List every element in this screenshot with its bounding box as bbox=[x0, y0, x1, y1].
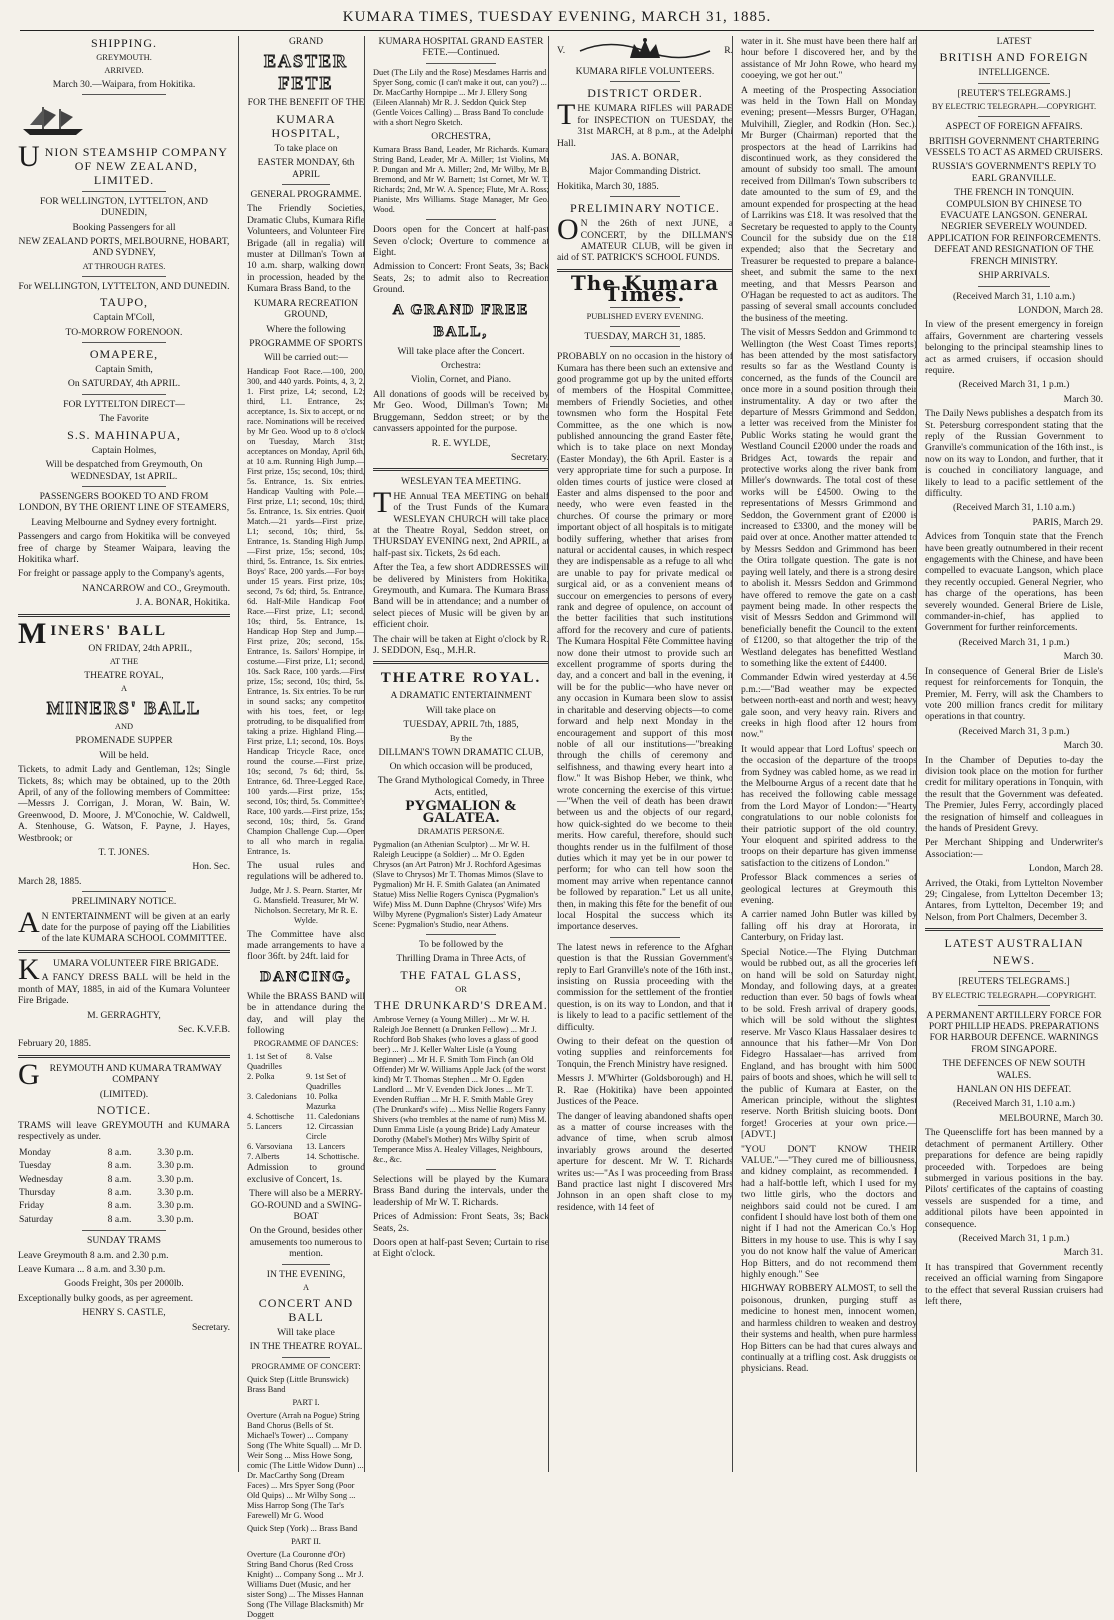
telegram-3: Advices from Tonquin state that the French have been greatly outnumbered in their recent engagements with the Chinese, and have been compelled to evacuate Langson, which place they recently occupied. General Negrier, who has charge of the operations, has been severely wounded. General Briere de Lisle, commander-in-chief, has applied to Government for further reinforcements. bbox=[925, 531, 1103, 634]
per-merchant: Per Merchant Shipping and Underwriter's Association:— bbox=[925, 837, 1103, 860]
bonar-date: Hokitika, March 30, 1885. bbox=[557, 180, 659, 192]
grand-label: GRAND bbox=[288, 36, 324, 47]
programme-sports: PROGRAMME OF SPORTS bbox=[249, 337, 363, 349]
theatre-date: TUESDAY, APRIL 7th, 1885, bbox=[403, 719, 519, 731]
aus-text-2: It has transpired that Government recently received an official warning from Singapore to the effect that several Russian cruisers had left there, bbox=[925, 1261, 1103, 1307]
fire-text: A FANCY DRESS BALL will be held in the month of MAY, 1885, in aid of the Kumara Volunteer Fire Brigade. bbox=[18, 972, 230, 1007]
tram-am: 8 a.m. bbox=[107, 1186, 132, 1198]
fatal-glass: THE FATAL GLASS, bbox=[400, 967, 522, 982]
table-row bbox=[18, 1159, 230, 1172]
rifle-volunteers: KUMARA RIFLE VOLUNTEERS. bbox=[575, 66, 715, 77]
telegram-5: In the Chamber of Deputies to-day the division took place on the motion for further credit for military operations in Tonquin, with the result that the Government was defeated. The Premier, Jules Ferry, accordingly placed the resignation of himself and colleagues in the hands of President Grevy. bbox=[925, 754, 1103, 834]
divider bbox=[373, 468, 549, 471]
wylde-secretary: Secretary. bbox=[511, 451, 549, 463]
recreation-ground: KUMARA RECREATION GROUND, bbox=[253, 297, 359, 321]
aus-received-1: (Received March 31, 1.10 a.m.) bbox=[952, 1098, 1075, 1110]
dance-item: 1. 1st Set of Quadrilles bbox=[247, 1052, 288, 1072]
cargo-text: Passengers and cargo from Hokitika will be conveyed free of charge by Steamer Waipara, leaving the Hokitika wharf. bbox=[18, 531, 230, 565]
despatch-line: Will be despatched from Greymouth, On WEDNESDAY, 1st APRIL. bbox=[45, 459, 203, 482]
floor-line: The Committee have also made arrangements to have a floor 36ft. by 24ft. laid for bbox=[247, 928, 365, 963]
district-order: DISTRICT ORDER. bbox=[587, 86, 703, 101]
table-row bbox=[18, 1146, 230, 1159]
received-5: (Received March 31, 3 p.m.) bbox=[958, 725, 1070, 737]
column-1 bbox=[18, 36, 230, 1472]
fire-date: February 20, 1885. bbox=[18, 1038, 92, 1050]
rules-line: The usual rules and regulations will be adhered to. bbox=[247, 859, 365, 883]
miners-a: A bbox=[120, 684, 128, 694]
telegram-4: In consequence of General Brier de Lisle's request for reinforcements for Tonquin, the Premier, M. Ferry, will ask the Chambers to vote 200 million francs credit for military operations in that country. bbox=[925, 665, 1103, 723]
cast-1: Pygmalion (an Athenian Sculptor) ... Mr W. H. Raleigh Leucippe (a Soldier) ... Mr O. Egden Chrysos (an Art Patron) Mr J. Rochford Agesimas (Slave to Chrysos) Mr T. Thomas Mimos (Slave to Pygmalion) Mr H. F. Smith Galatea (an Animated Statue) Miss Nellie Rogers Cynisca (Pygmalion's Wife) Miss M. Dunn Daphne (Chrysos' Wife) Mrs Wilby Myrene (Pygmalion's Sister) Lady Amateur Scene: Pygmalion's Studio, near Athens. bbox=[373, 840, 544, 930]
divider bbox=[82, 191, 167, 192]
followed-by: To be followed by the bbox=[418, 939, 504, 951]
table-row bbox=[18, 1213, 230, 1226]
divider bbox=[610, 937, 680, 938]
electric-telegraph-2: BY ELECTRIC TELEGRAPH.—COPYRIGHT. bbox=[931, 990, 1097, 1000]
divider bbox=[82, 486, 167, 487]
miners-ball-heading: MINERS' BALL bbox=[18, 616, 167, 650]
column-3 bbox=[364, 36, 549, 1472]
divider bbox=[610, 307, 680, 308]
dance-item: 2. Polka bbox=[247, 1072, 275, 1082]
cast-2: Ambrose Verney (a Young Miller) ... Mr W. H. Raleigh Joe Bennett (a Drunken Fellow) ... Mr J. Rochford Bob Shakes (who loves a glass of good beer) ... Mr J. Keller Walter Lisle (a Young Beginner) ... Mr H. F. Smith Tom Finch (an Old Offender) Mr W. Williams Apple Jack (of the worst kind) Mr T. Thomas Stephen ... Mr O. Egden Landlord ... Mr V. Evenden Dick Jones ... Mr T. Evenden Ruffian ... Mr H. F. Smith Mable Grey (The Drunkard's wife) ... Miss Nellie Rogers Fanny Shivers (who trembles at the name of rum) Miss M. Dunn Emma Lisle (a young Bride) Lady Amateur Dorothy (Mabel's Mother) Mrs Wilby Spirit of Temperance Miss A. Healey Villages, Neighbours, &c., &c. bbox=[373, 1014, 547, 1164]
british-foreign: BRITISH AND FOREIGN bbox=[939, 50, 1089, 65]
orchestra-2: Orchestra: bbox=[441, 360, 481, 372]
tram-day: Friday bbox=[19, 1200, 45, 1212]
notice-heading: NOTICE. bbox=[97, 1102, 151, 1117]
fire-sec: Sec. K.V.F.B. bbox=[178, 1023, 230, 1035]
aus-place-2: March 31. bbox=[1063, 1247, 1103, 1259]
free-ball-banner: A GRAND FREE BALL, bbox=[392, 301, 530, 340]
freight-text: For freight or passage apply to the Company's agents, bbox=[18, 568, 225, 580]
officials: Judge, Mr J. S. Pearn. Starter, Mr G. Mansfield. Treasurer, Mr W. Nicholson. Secretary, Mr R. E. Wylde. bbox=[249, 885, 362, 925]
tram-am: 8 a.m. bbox=[107, 1213, 132, 1225]
miners-and: AND bbox=[114, 722, 134, 732]
wesleyan-heading: WESLEYAN TEA MEETING. bbox=[401, 476, 521, 488]
reuters-telegrams-2: [REUTERS TELEGRAMS.] bbox=[958, 976, 1070, 988]
news-p9: "YOU DON'T KNOW THEIR VALUE."—"They cured me of billiousness, and kidney complaint, as recommended. I had a half-bottle left, which I used for my two little girls, who the doctors and neighbors said could not be cured. I am confident I should have lost both of them one night if I had not the American Co.'s Hop Bitters in my house to use. This is why I say you do not know half the value of American Hop Bitters, and do not recommend them highly enough." See bbox=[741, 1143, 917, 1281]
miners-date2: March 28, 1885. bbox=[18, 875, 82, 887]
agents-1: NANCARROW and CO., Greymouth. bbox=[82, 582, 230, 594]
sunday-trams: SUNDAY TRAMS bbox=[86, 1235, 162, 1247]
selections: Selections will be played by the Kumara Brass Band during the intervals, under the leadership of Mr W. T. Richards. bbox=[373, 1173, 549, 1208]
usc-booking: Booking Passengers for all bbox=[72, 221, 176, 233]
comedy-line: The Grand Mythological Comedy, in Three Acts, entitled, bbox=[377, 775, 545, 798]
sailing-ship-icon bbox=[18, 103, 88, 137]
tram-day: Tuesday bbox=[19, 1160, 52, 1172]
instruments: Violin, Cornet, and Piano. bbox=[410, 374, 512, 386]
ship-taupo: TAUPO, bbox=[99, 295, 149, 310]
dance-item: 13. Lancers bbox=[306, 1142, 346, 1152]
tram-pm: 3.30 p.m. bbox=[157, 1186, 194, 1198]
doors-open: Doors open for the Concert at half-past Seven o'clock; Overture to commence at Eight. bbox=[373, 224, 549, 259]
intelligence: INTELLIGENCE. bbox=[978, 67, 1050, 79]
tram-pm: 3.30 p.m. bbox=[157, 1213, 194, 1225]
usc-rates: AT THROUGH RATES. bbox=[82, 261, 166, 271]
miners-text: Tickets, to admit Lady and Gentleman, 12s; Single Tickets, 8s; which may be obtained, up to the 20th April, of any of the following members of Committee:—Messrs J. Corrigan, J. Moran, W. Bain, W. Greenwood, D. Moore, J. M'Conochie, W. Caldwell, A. Stenhouse, G. Watson, F. Payne, J. Hayes, Westbrook; or bbox=[18, 764, 230, 844]
editorial-p4: Messrs J. M'Whirter (Goldsborough) and H. R. Rae (Hokitika) have been appointed Justices of the Peace. bbox=[557, 1073, 733, 1108]
dance-item: 4. Schottische bbox=[247, 1112, 294, 1122]
divider bbox=[282, 184, 329, 185]
news-p6: Professor Black commences a series of geological lectures at Greymouth this evening. bbox=[741, 872, 917, 907]
dance-item: 11. Caledonians bbox=[306, 1112, 360, 1122]
thrilling-drama: Thrilling Drama in Three Acts, of bbox=[396, 953, 526, 965]
dance-list bbox=[247, 1052, 365, 1162]
headline: SHIP ARRIVALS. bbox=[978, 270, 1050, 282]
tram-day: Thursday bbox=[19, 1186, 56, 1198]
merry-go-round: There will also be a MERRY-GO-ROUND and a SWING-BOAT bbox=[249, 1188, 363, 1222]
telegram-1: In view of the present emergency in foreign affairs, Government are chartering vessels belonging to the principal steamship lines to act as armed cruisers, if occasion should require. bbox=[925, 319, 1103, 376]
divider bbox=[426, 1169, 496, 1170]
part-1-items: Overture (Arrah na Pogue) String Band Chorus (Bells of St. Michael's Tower) ... Company Song (The White Squall) ... Mr D. Weir Song ... Miss Howe Song, comic (The Little Widow Dunn) ... Dr. MacCarthy Song (Dream Faces) ... Mrs Spyer Song (Poor Old Quips) ... Mr Wilby Song ... Miss Harrop Song (The Tar's Farewell) Mr G. Wood bbox=[247, 1410, 364, 1520]
aus-text-1: The Queenscliffe fort has been manned by a detachment of permanent Artillery. Other preparations for defence are being rapidly proceeded with. Torpedoes are being submerged in various positions in the bay. Pilots' certificates of the captains of coasting vessels are suspended for a time, and additional pilots have been appointed in consequence. bbox=[925, 1127, 1103, 1230]
tram-pm: 3.30 p.m. bbox=[157, 1200, 194, 1212]
fete-date: EASTER MONDAY, 6th APRIL bbox=[257, 157, 355, 180]
dancing-banner: DANCING, bbox=[260, 968, 352, 985]
leaving-line: Leaving Melbourne and Sydney every fortnight. bbox=[31, 516, 217, 528]
carried-out: Will be carried out:— bbox=[263, 352, 349, 364]
ship-omapere: OMAPERE, bbox=[89, 347, 159, 362]
ship-mahinapua: S.S. MAHINAPUA, bbox=[67, 427, 181, 442]
divider bbox=[82, 94, 167, 95]
fire-brigade-heading: KUMARA VOLUNTEER FIRE BRIGADE. bbox=[18, 952, 219, 986]
bonar-signature: JAS. A. BONAR, bbox=[611, 152, 679, 164]
or-label: OR bbox=[455, 984, 467, 994]
omapere-captain: Captain Smith, bbox=[95, 364, 153, 376]
received-3: (Received March 31, 1.10 a.m.) bbox=[952, 502, 1075, 514]
divider bbox=[18, 1055, 230, 1058]
usc-for: FOR WELLINGTON, LYTTELTON, AND DUNEDIN, bbox=[40, 195, 208, 219]
miners-ball-banner: MINERS' BALL bbox=[46, 698, 202, 719]
dance-item: 14. Schottische. bbox=[306, 1152, 360, 1162]
a-label: A bbox=[302, 1283, 310, 1293]
divider bbox=[978, 286, 1049, 287]
wesleyan-text-2: After the Tea, a few short ADDRESSES will be delivered by Ministers from Hokitika, Greymouth, and Kumara. The Kumara Brass Band will be in attendance; and a number of select pieces of Music will be given by an efficient choir. bbox=[373, 562, 549, 631]
divider bbox=[978, 116, 1049, 117]
prelim-notice-1: PRELIMINARY NOTICE. bbox=[71, 896, 177, 908]
editorial-p5: The danger of leaving abandoned shafts open as a matter of course increases with the advance of time, when scrub almost invariably grows around the deserted aperture for descent. Mr W. T. Richards writes us:—"As I was proceeding from Brass Band practice last night I discovered Mrs Johnson in an open shaft close to my residence, with 14 feet of bbox=[557, 1110, 733, 1213]
general-programme-text: The Friendly Societies, Dramatic Clubs, Kumara Rifle Volunteers, and Volunteer Fire Brigade (all in regalia) will muster at Dillman's Town at 10 a.m. sharp, walking down in procession, headed by the Kumara Brass Band, to the bbox=[247, 203, 365, 295]
in-the-evening: IN THE EVENING, bbox=[266, 1268, 346, 1280]
place-3: PARIS, March 29. bbox=[1032, 516, 1103, 528]
theatre-royal-heading: THEATRE ROYAL. bbox=[380, 670, 542, 687]
prelim-notice-2: PRELIMINARY NOTICE. bbox=[570, 201, 720, 216]
dancing-text: While the BRASS BAND will be in attendance during the day, and will play the following bbox=[247, 990, 365, 1036]
published-line: PUBLISHED EVERY EVENING. bbox=[586, 311, 704, 321]
dance-item: 7. Alberts bbox=[247, 1152, 280, 1162]
wesleyan-text: THE Annual TEA MEETING on behalf of the Trust Funds of the Kumara WESLEYAN CHURCH will take place at the Theatre Royal, Seddon street, on THURSDAY EVENING next, 2nd APRIL, at half-past six. Tickets, 2s 6d each. bbox=[373, 485, 549, 559]
news-p2: A meeting of the Prospecting Association was held in the Town Hall on Monday evening; present—Messrs Burger, O'Hagan, Mulvihill, Ziegler, and Rodkin (Hon. Sec.). Mr Burger (Chairman) reported that the prospectors at the head of Larrikins had discontinued work, as they considered the amount of subsidy too small. The amount received from Dillman's Town subscribers to date amounted to the sum of £9, and the amount expended for prospecting at the head of Larrikins was £18. It was resolved that the Secretary be requested to apply to the County Council for the subsidy due on the £18 expended; also that the Secretary and Treasurer be requested to prepare a balance-sheet, and submit the same to the next meeting, and that Messrs Pearson and O'Hagan be requested to act as auditors. The passing of several small accounts concluded the business of the meeting. bbox=[741, 84, 917, 324]
sunday-1: Leave Greymouth 8 a.m. and 2.30 p.m. bbox=[18, 1249, 169, 1261]
shipping-title: SHIPPING. bbox=[90, 36, 157, 50]
dance-item: 6. Varsoviana bbox=[247, 1142, 293, 1152]
benefit-line: FOR THE BENEFIT OF THE bbox=[247, 97, 365, 109]
prelim-notice-1-text: AN ENTERTAINMENT will be given at an early date for the purpose of paying off the Liabilities of the late KUMARA SCHOOL COMMITTEE. bbox=[18, 905, 230, 945]
place-1: LONDON, March 28. bbox=[1018, 304, 1103, 316]
tram-day: Monday bbox=[19, 1146, 51, 1158]
mahinapua-captain: Captain Holmes, bbox=[91, 444, 157, 456]
divider bbox=[82, 394, 167, 395]
divider bbox=[426, 934, 496, 935]
editorial-p1: PROBABLY on no occasion in the history of Kumara has there been such an extensive and good programme got up by the united efforts of members of the Hospital Committee, members of Friendly Societies, and other townsmen who form the Hospital Fete Committee, as the one which is now published announcing the grand Easter fête, which is to take place on next Monday (Easter Monday), the 6th April. Easter is a very appropriate time for such a purpose. In olden times courts of justice were closed at Easter and alms dispensed to the poor and needy, who were even feasted in the churches. Of course the primary or more important object of all hospitals is to mitigate bodily suffering, whether that arises from natural or accidental causes, in which respect they are indispensable as a refuge to all who are unable to pay for private medical or surgical aid, or as a convenient means of succour on emergencies to persons of every rank and degree of opulence, on account of the better facilities that such institutions afford for the recovery and cure of patients. The Kumara Hospital Fête Committee having now done their utmost to provide such an excellent programme of sports during the day, and a concert and ball in the evening, it will be for the public—who have never on any occasion in Kumara been slow to assist in charitable and deserving objects—to come forward and help next Monday in the encouragement and support of this most noble of all our institutions—"breaking through the chills of ceremony and selfishness, and thawing every heart into a flow." It was Bishop Heber, we think, who wrote concerning the exercise of this virtue:—"When the veil of death has been drawn between us and the objects of our regard, how quick-sighted do we become to their merits. How careful, therefore, should such thoughts render us in the fulfilment of those duties which it may yet be in our power to perform; for who can tell how soon the moment may arrive when repentance cannot be followed by reparation." Let us all unite, then, in making this fête for the benefit of our local Hospital the success which its importance deserves. bbox=[557, 351, 733, 933]
dance-item: 3. Caledonians bbox=[247, 1092, 297, 1102]
agents-2: J. A. BONAR, Hokitika. bbox=[135, 597, 230, 609]
tram-pm: 3.30 p.m. bbox=[157, 1173, 194, 1185]
editorial-p3: Owing to their defeat on the question of voting supplies and reinforcements for Tonquin, the French Ministry have resigned. bbox=[557, 1036, 733, 1070]
bonar-title: Major Commanding District. bbox=[589, 166, 701, 178]
quick-step-2: Quick Step (York) ... Brass Band bbox=[247, 1523, 358, 1533]
divider bbox=[18, 950, 230, 953]
after-concert: Will take place after the Concert. bbox=[397, 345, 525, 357]
divider bbox=[282, 1264, 329, 1265]
hospital-title: KUMARA HOSPITAL, bbox=[271, 111, 341, 140]
divider bbox=[426, 63, 496, 64]
divider bbox=[82, 1230, 167, 1231]
news-p8: Special Notice.—The Flying Dutchman would be rubbed out, as all the groceries left on hand will be sold on Saturday night, Monday, and following days, at a greater reduction than ever. 50 bags of fowls wheat to be sold. Fresh arrival of drapery goods, which will be sold without the slightest reserve. Mr Vasco Klaus Hassalaer desires to announce that his father—Mr Von Don Fidegro Hassalaer—has arrived from England, and has brought with him 5000 pairs of boots and shoes, which he will sell to the public of Kumara at Easter, on the American principle, without the slightest reserve. North British sluicing boots. Dont forget! Groceries at your own price.—[ADVT.] bbox=[741, 946, 917, 1141]
divider bbox=[18, 614, 230, 617]
donations: All donations of goods will be received by Mr Geo. Wood, Dillman's Town; Mr Bruggemann, Seddon street; or by the canvassers appointed for the purpose. bbox=[373, 388, 549, 435]
usc-ports: NEW ZEALAND PORTS, MELBOURNE, HOBART, AND SYDNEY, bbox=[18, 236, 230, 259]
bulky-goods: Exceptionally bulky goods, as per agreement. bbox=[18, 1292, 194, 1304]
pygmalion-title: PYGMALION & GALATEA. bbox=[405, 798, 517, 826]
place-5: March 30. bbox=[1063, 740, 1103, 752]
received-1: (Received March 31, 1.10 a.m.) bbox=[952, 290, 1075, 302]
miners-at: AT THE bbox=[109, 656, 139, 666]
dramatic-entertainment: A DRAMATIC ENTERTAINMENT bbox=[390, 690, 532, 702]
concert-place: Will take place bbox=[277, 1327, 335, 1339]
headline: THE FRENCH IN TONQUIN. COMPULSION BY CHINESE TO EVACUATE LANGSON. GENERAL NEGRIER SEVERELY WOUNDED. APPLICATION FOR REINFORCEMENTS. DEFEAT AND RESIGNATION OF THE FRENCH MINISTRY. bbox=[927, 187, 1101, 267]
table-row bbox=[18, 1173, 230, 1186]
headline: RUSSIA'S GOVERNMENT'S REPLY TO EARL GRANVILLE. bbox=[931, 161, 1097, 184]
divider bbox=[82, 891, 167, 892]
admission-concert: Admission to Concert: Front Seats, 3s; Back Seats, 2s; to admit also to Recreation Ground. bbox=[373, 261, 549, 296]
divider bbox=[978, 83, 1049, 84]
divider bbox=[978, 971, 1049, 972]
concert-continued: Duet (The Lily and the Rose) Mesdames Harris and Spyer Song, comic (I can't make it out, can you?) ... Dr. MacCarthy Hornpipe ... Mr J. Ellery Song (Eileen Alannah) Mr R. J. Seddon Quick Step (Gentle Voices Calling) ... Brass Band To conclude with a short Negro Sketch. bbox=[373, 67, 547, 127]
news-p3: The visit of Messrs Seddon and Grimmond to Wellington (the West Coast Times reports) has been attended by the most satisfactory results so far as the Westland County is concerned, as the funds of the Council are once more in a sound position through their instrumentality. A day or two after the departure of Messrs Grimmond and Seddon, a letter was received from the Minister for Public Works stating he would grant the Westland Council £2000 under the roads and Bridges Act, towards the repair and protective works along the river bank from Miller's downwards. The total cost of these works will be £4500. Owing to the representations of Messrs Grimmond and Seddon, the Government grant of £2000 is increased to £3300, and the money will be paid over at once. Another matter attended to by Messrs Seddon and Grimmond has been the Otira tollgate question. The gate is not paying well lately, and there is a strong desire to abolish it. Messrs Seddon and Grimmond have offered to remove the gate on a cash payment being made. In other respects the visit of Messrs Seddon and Grimmond will beneficially benefit the Council to the extent of £1200, so that altogether the trip of the Westland delegates has benefitted Westland to something like the extent of £4400. bbox=[741, 327, 917, 669]
editorial-date: TUESDAY, MARCH 31, 1885. bbox=[584, 330, 706, 342]
castle-signature: HENRY S. CASTLE, bbox=[82, 1307, 166, 1319]
place-line: To take place on bbox=[274, 142, 338, 154]
table-row bbox=[18, 1199, 230, 1212]
tram-am: 8 a.m. bbox=[107, 1173, 132, 1185]
easter-fete-banner: EASTER FETE bbox=[263, 51, 349, 94]
orchestra-text: Kumara Brass Band, Leader, Mr Richards. Kumara String Band, Leader, Mr A. Miller; 1st Violins, Mr P. Dungan and Mr A. Miller; 2nd, Mr Wilby, Mr B. Bremond, and Mr W. Barnett; 1st Cornet, Mr W. T. Richards; 2nd, Mr W. A. Spence; Flute, Mr A. Ross; Pianiste, Mrs Williams. Stage Manager, Mr Geo. Wood. bbox=[373, 145, 549, 215]
tram-am: 8 a.m. bbox=[107, 1200, 132, 1212]
r-letter: R. bbox=[724, 45, 733, 57]
goods-freight: Goods Freight, 30s per 2000lb. bbox=[64, 1278, 184, 1290]
tramway-heading: GREYMOUTH AND KUMARA TRAMWAY COMPANY bbox=[18, 1057, 223, 1091]
divider bbox=[282, 1357, 329, 1358]
news-label: NEWS. bbox=[993, 953, 1035, 968]
union-steamship-heading: UNION STEAMSHIP COMPANY OF NEW ZEALAND, LIMITED. bbox=[18, 139, 228, 187]
drunkards-dream: THE DRUNKARD'S DREAM. bbox=[374, 997, 548, 1012]
aus-place-1: MELBOURNE, March 30. bbox=[999, 1112, 1103, 1124]
kumara-times-flag: The Kumara Times. bbox=[570, 270, 720, 307]
prices: Prices of Admission: Front Seats, 3s; Back Seats, 2s. bbox=[373, 1211, 549, 1234]
arrival-line: March 30.—Waipara, from Hokitika. bbox=[52, 79, 196, 90]
tram-day: Wednesday bbox=[19, 1173, 63, 1185]
news-p5: It would appear that Lord Loftus' speech on the occasion of the departure of the troops from Sydney was cabled home, as we read in the Melbourne Argus of a recent date that he has received the following cable message from the Lord Mayor of London:—"Hearty congratulations to our noble colonists for their patriotic support of the old country. Your eloquent and spirited address to the troops on their departure has given immense satisfaction to the citizens of London." bbox=[741, 743, 917, 869]
miners-held: Will be held. bbox=[99, 749, 149, 761]
divider bbox=[610, 81, 680, 82]
sunday-2: Leave Kumara ... 8 a.m. and 3.30 p.m. bbox=[18, 1264, 166, 1275]
divider bbox=[978, 1005, 1049, 1006]
wylde-signature: R. E. WYLDE, bbox=[431, 437, 491, 449]
miners-sec: Hon. Sec. bbox=[192, 861, 230, 873]
hospital-continued: KUMARA HOSPITAL GRAND EASTER FETE.—Continued. bbox=[378, 36, 544, 59]
part-2: PART II. bbox=[291, 1536, 321, 1546]
divider bbox=[82, 342, 167, 343]
lyttelton-direct: FOR LYTTELTON DIRECT— bbox=[63, 398, 185, 410]
admission-line: Admission to ground exclusive of Concert, 1s. bbox=[247, 1162, 365, 1185]
latest-australian: LATEST AUSTRALIAN bbox=[944, 936, 1084, 951]
ship-place: London, March 28. bbox=[1028, 863, 1103, 875]
wesleyan-text-3: The chair will be taken at Eight o'clock by R. J. SEDDON, Esq., M.H.R. bbox=[373, 633, 549, 656]
omapere-when: On SATURDAY, 4th APRIL. bbox=[67, 378, 181, 390]
sports-list: Handicap Foot Race.—100, 200, 300, and 440 yards. Points, 4, 3, 2, 1. First prize, L4; second, L2; third, L1. Entrance, 2s; acceptance, 1s. Six to accept, or no race. Nominations will be received by Mr Geo. Wood up to 8 o'clock on Tuesday, March 31st; acceptances on Monday, April 6th, at 10 a.m. Running High Jump.—First prize, 15s; second, 10s; third, 5s. Entrance, 1s. Six entries. Handicap Vaulting with Pole.—First prize, L1; second, 10s; third, 5s. Entrance, 1s. Six entries. Quoit Match.—21 yards—First prize, L1; second, 10s; third, 5s. Entrance, 1s. Standing High Jump.—First prize, 15s; second, 10s; third, 5s. Entrance, 1s. Six entries. Boys' Race, 200 yards.—For boys under 15 years. First prize, 10s; second, 7s 6d; third, 5s. Entrance, 6d. Half-Mile Handicap Foot Race.—First prize, L1; second, 10s; third, 5s. Entrance, 1s. Handicap Hop Step and Jump.—First prize, 20s; second, 15s. Entrance, 1s. Sailors' Hornpipe, in costume.—First prize, L1; second, 10s. Sack Race, 100 yards.—First prize, 15s; second, 10s; third, 5s. Entrance, 1s. Six entries. To be run in sound sacks; any competitor with his toes, feet, or legs protruding, to be disqualified from taking a prize. Highland Fling.—First prize, L1; second, 10s. Boys' Handicap Tricycle Race, once round the course.—First prize, 10s; second, 7s 6d; third, 5s. Entrance, 6d. Three-Legged Race, 100 yards.—First prize, 15s; second, 10s; third, 5s. Committee's Race, 100 yards.—First prize, 15s; second, 10s; third, 5s. Grand Champion Challenge Cup.—Open to all who march in regalia. Entrance, 1s. bbox=[247, 366, 365, 856]
tram-day: Saturday bbox=[19, 1213, 54, 1225]
editorial-p2: The latest news in reference to the Afghan question is that the Russian Government's reply to Earl Granville's note of the 16th inst., insisting on Russia proceeding with the commission for the settlement of the frontier question, is on its way to London, and that it is likely to lead to a pacific settlement of the difficulty. bbox=[557, 941, 733, 1033]
passengers-booked: PASSENGERS BOOKED TO AND FROM LONDON, BY THE ORIENT LINE OF STEAMERS, bbox=[18, 490, 230, 514]
divider bbox=[610, 196, 680, 197]
produced-line: On which occasion will be produced, bbox=[389, 761, 533, 773]
miners-date: ON FRIDAY, 24th APRIL, bbox=[88, 642, 193, 654]
aus-received-2: (Received March 31, 1 p.m.) bbox=[958, 1232, 1070, 1244]
merry-go-round-2: On the Ground, besides other amusements too numerous to mention. bbox=[249, 1225, 363, 1260]
column-5 bbox=[732, 36, 917, 1472]
for-wellington: For WELLINGTON, LYTTELTON, AND DUNEDIN. bbox=[18, 280, 230, 292]
where-line: Where the following bbox=[266, 323, 346, 335]
vr-ornament-row bbox=[557, 36, 733, 66]
divider bbox=[610, 346, 680, 347]
latest-label: LATEST bbox=[996, 36, 1032, 47]
tram-pm: 3.30 p.m. bbox=[157, 1146, 194, 1158]
v-letter: V. bbox=[557, 45, 566, 57]
news-p1: water in it. She must have been there half an hour before I discovered her, and by the assistance of Mr John Rowe, who heard my cooeying, we got her out." bbox=[741, 36, 917, 82]
telegram-2: The Daily News publishes a despatch from its St. Petersburg correspondent stating that the reply of the Russian Government to Granville's communication of the 16th inst., is now on its way to London, and further, that it is couched in conciliatory language, and likely to lead to a pacific settlement of the difficulty. bbox=[925, 408, 1103, 499]
general-programme: GENERAL PROGRAMME. bbox=[250, 189, 362, 201]
programme-dances: PROGRAMME OF DANCES: bbox=[253, 1039, 359, 1049]
theatre-place: Will take place on bbox=[426, 704, 496, 716]
part-1: PART I. bbox=[292, 1397, 320, 1407]
miners-signature: T. T. JONES. bbox=[98, 847, 150, 859]
dance-item: 8. Valse bbox=[306, 1052, 333, 1062]
electric-telegraph: BY ELECTRIC TELEGRAPH.—COPYRIGHT. bbox=[931, 102, 1097, 112]
concert-venue: IN THE THEATRE ROYAL. bbox=[249, 1341, 363, 1353]
tram-timetable bbox=[18, 1146, 230, 1226]
miners-supper: PROMENADE SUPPER bbox=[75, 735, 173, 747]
dance-item: 5. Lancers bbox=[247, 1122, 282, 1132]
column-6 bbox=[916, 36, 1103, 1472]
concert-and-ball: CONCERT AND BALL bbox=[258, 1296, 354, 1325]
news-p4: Commander Edwin wired yesterday at 4.56 p.m.:—"Bad weather may be expected between north-east and north and west; heavy gale soon, and very heavy rain. Rivers and creeks in high flood after 12 hours from now." bbox=[741, 672, 917, 741]
dramatis-personae: DRAMATIS PERSONÆ. bbox=[417, 827, 505, 837]
divider bbox=[426, 219, 496, 220]
tram-am: 8 a.m. bbox=[107, 1160, 132, 1172]
fire-signature: M. GERRAGHTY, bbox=[87, 1009, 161, 1021]
headline: ASPECT OF FOREIGN AFFAIRS. bbox=[945, 121, 1083, 133]
tram-am: 8 a.m. bbox=[107, 1146, 132, 1158]
taupo-captain: Captain M'Coll, bbox=[93, 312, 155, 324]
dance-item: 9. 1st Set of Quadrilles bbox=[306, 1072, 347, 1092]
prelim-notice-2-text: ON the 26th of next JUNE, a CONCERT, by the DILLMAN'S AMATEUR CLUB, will be given in aid of ST. PATRICK'S SCHOOL FUNDS. bbox=[557, 213, 733, 264]
table-row bbox=[18, 1186, 230, 1199]
column-4 bbox=[548, 36, 733, 1472]
headline: BRITISH GOVERNMENT CHARTERING VESSELS TO ACT AS ARMED CRUISERS. bbox=[925, 135, 1103, 159]
aus-headline: HANLAN ON HIS DEFEAT. bbox=[956, 1084, 1072, 1096]
district-order-text: THE KUMARA RIFLES will PARADE for INSPECTION on TUESDAY, the 31st MARCH, at 8 p.m., at the Adelphi Hall. bbox=[557, 98, 733, 149]
arrived-label: ARRIVED. bbox=[104, 66, 144, 75]
place-2: March 30. bbox=[1063, 393, 1103, 405]
dance-item: 10. Polka Mazurka bbox=[306, 1092, 338, 1112]
port-name: GREYMOUTH. bbox=[96, 53, 152, 62]
programme-concert: PROGRAMME OF CONCERT: bbox=[251, 1361, 361, 1371]
divider bbox=[82, 276, 167, 277]
masthead: KUMARA TIMES, TUESDAY EVENING, MARCH 31, 1885. bbox=[20, 4, 1094, 31]
dramatic-club: DILLMAN'S TOWN DRAMATIC CLUB, bbox=[378, 746, 544, 758]
news-p7: A carrier named John Butler was killed by falling off his dray at Hororata, in Canterbury, on Friday last. bbox=[741, 909, 917, 944]
tram-pm: 3.30 p.m. bbox=[157, 1160, 194, 1172]
theatre-doors: Doors open at half-past Seven; Curtain to rise at Eight o'clock. bbox=[373, 1236, 549, 1260]
aus-headline: THE DEFENCES OF NEW SOUTH WALES. bbox=[942, 1058, 1086, 1081]
place-4: March 30. bbox=[1063, 651, 1103, 663]
part-2-items: Overture (La Couronne d'Or) String Band Chorus (Red Cross Knight) ... Company Song ... Mr J. Williams Duet (Music, and her sister Song) ... The Misses Hannan Song (The Village Blacksmith) Mr Doggett bbox=[247, 1549, 364, 1619]
taupo-when: TO-MORROW FORENOON. bbox=[65, 326, 183, 338]
crown-ornament-icon bbox=[570, 36, 720, 66]
trams-leave: TRAMS will leave GREYMOUTH and KUMARA respectively as under. bbox=[18, 1119, 230, 1143]
castle-secretary: Secretary. bbox=[192, 1321, 230, 1333]
received-4: (Received March 31, 1 p.m.) bbox=[958, 636, 1070, 648]
divider bbox=[610, 326, 680, 327]
received-2: (Received March 31, 1 p.m.) bbox=[958, 379, 1070, 391]
favorite-label: The Favorite bbox=[99, 413, 149, 425]
tramway-limited: (LIMITED). bbox=[99, 1088, 149, 1100]
by-the: By the bbox=[449, 733, 473, 743]
dance-item: 12. Circassian Circle bbox=[306, 1122, 354, 1142]
quick-step-1: Quick Step (Little Brunswick) Brass Band bbox=[247, 1374, 349, 1394]
news-p10: HIGHWAY ROBBERY ALMOST, to sell the poisonous, drunken, purging stuff as medicine to honest men, innocent women, and harmless children to weaken and destroy their systems and health, when pure harmless Hop Bitters can be had that cures always and continually at a trifling cost. Ask druggists or physicians. Read. bbox=[741, 1283, 917, 1375]
divider bbox=[925, 928, 1103, 931]
divider bbox=[373, 661, 549, 664]
orchestra-heading: ORCHESTRA, bbox=[431, 130, 491, 142]
column-2 bbox=[238, 36, 365, 1619]
reuters-telegrams: [REUTER'S TELEGRAMS.] bbox=[957, 87, 1071, 99]
miners-venue: THEATRE ROYAL, bbox=[84, 669, 164, 681]
aus-headline: A PERMANENT ARTILLERY FORCE FOR PORT PHILLIP HEADS. PREPARATIONS FOR HARBOUR DEFENCE. WARNINGS FROM SINGAPORE. bbox=[926, 1009, 1102, 1055]
ship-arrivals-text: Arrived, the Otaki, from Lyttelton November 29; Cingalese, from Lyttelton December 13; Antares, from Lyttelton, December 19; and Nelson, from Port Chalmers, December 3. bbox=[925, 877, 1103, 923]
